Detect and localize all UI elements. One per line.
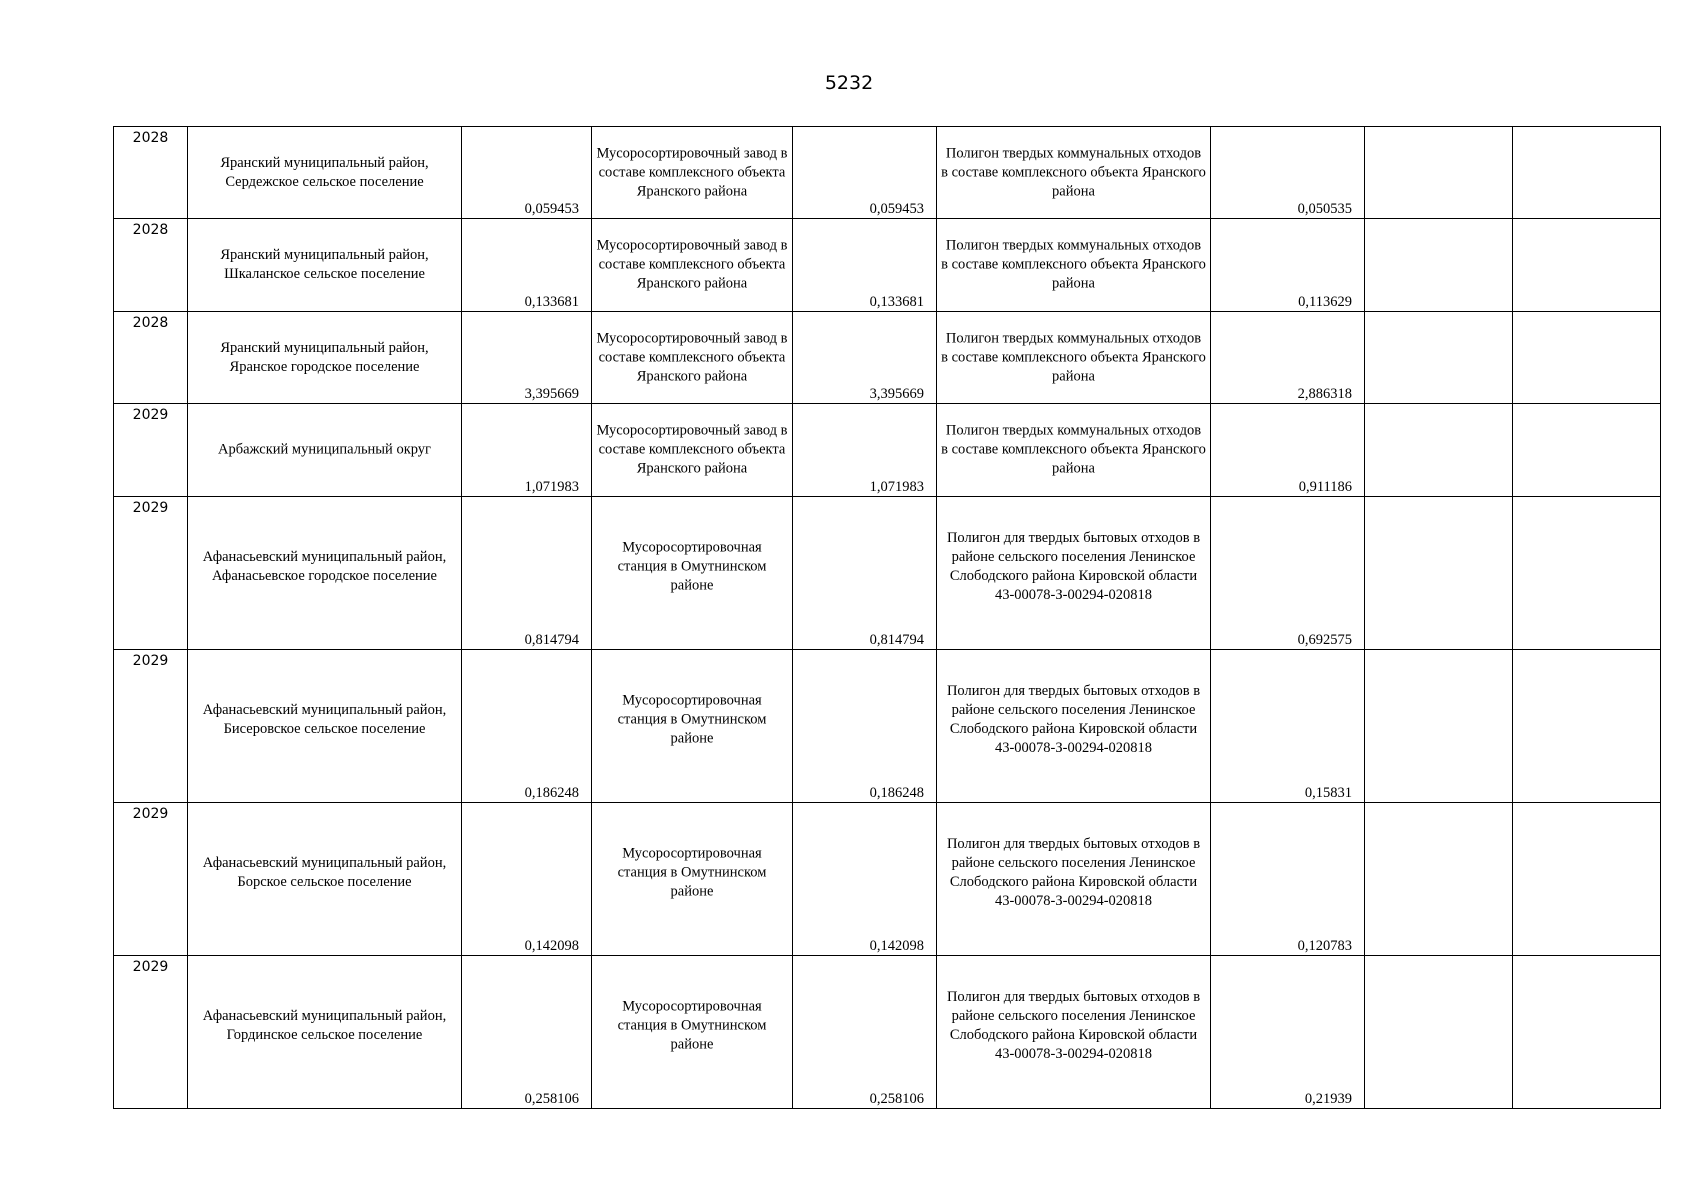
table-row	[114, 219, 1661, 312]
municipality: Яранский муниципальный район, Яранское городское поселение	[220, 339, 429, 375]
municipality: Афанасьевский муниципальный район, Афанасьевское городское поселение	[202, 548, 447, 584]
landfill-cell	[937, 312, 1211, 404]
volume-cell	[793, 650, 937, 803]
table-row	[114, 497, 1661, 650]
waste-volume: 0,059453	[524, 201, 579, 217]
sorted-volume: 3,395669	[869, 386, 924, 402]
landfill: Полигон твердых коммунальных отходов в составе комплексного объекта Яранского района	[941, 237, 1206, 292]
volume-cell	[793, 803, 937, 956]
landfill-cell	[937, 219, 1211, 312]
volume-cell	[462, 803, 592, 956]
year: 2029	[132, 806, 169, 822]
landfill-cell	[937, 956, 1211, 1109]
municipality: Афанасьевский муниципальный район, Бисеровское сельское поселение	[202, 701, 447, 737]
volume-cell	[1211, 497, 1365, 650]
volume-cell	[462, 497, 592, 650]
sorting-facility-cell	[592, 127, 793, 219]
municipality: Афанасьевский муниципальный район, Гординское сельское поселение	[202, 1007, 447, 1043]
waste-volume: 0,814794	[524, 632, 579, 648]
empty-cell	[1513, 127, 1661, 219]
sorted-volume: 0,186248	[869, 785, 924, 801]
year: 2029	[132, 500, 169, 516]
empty-cell	[1365, 127, 1513, 219]
volume-cell	[793, 127, 937, 219]
empty-cell	[1365, 404, 1513, 497]
municipality: Арбажский муниципальный округ	[218, 441, 431, 458]
volume-cell	[793, 404, 937, 497]
landfill-volume: 0,113629	[1298, 294, 1352, 310]
table-row	[114, 803, 1661, 956]
empty-cell	[1513, 650, 1661, 803]
empty-cell	[1365, 312, 1513, 404]
municipality: Яранский муниципальный район, Сердежское сельское поселение	[220, 154, 429, 190]
sorting-facility: Мусоросортировочная станция в Омутнинском районе	[617, 692, 767, 747]
empty-cell	[1365, 956, 1513, 1109]
volume-cell	[462, 312, 592, 404]
sorting-facility-cell	[592, 497, 793, 650]
municipality-cell	[188, 497, 462, 650]
landfill-volume: 0,21939	[1304, 1091, 1352, 1107]
landfill: Полигон для твердых бытовых отходов в районе сельского поселения Ленинское Слободского района Кировской области 43-00078-З-00294-020818	[946, 835, 1201, 909]
sorted-volume: 0,142098	[869, 938, 924, 954]
volume-cell	[1211, 650, 1365, 803]
landfill: Полигон твердых коммунальных отходов в составе комплексного объекта Яранского района	[941, 145, 1206, 199]
municipality-cell	[188, 956, 462, 1109]
waste-flow-table	[113, 126, 1661, 1109]
landfill: Полигон для твердых бытовых отходов в районе сельского поселения Ленинское Слободского района Кировской области 43-00078-З-00294-020818	[946, 529, 1201, 603]
landfill-cell	[937, 127, 1211, 219]
landfill: Полигон для твердых бытовых отходов в районе сельского поселения Ленинское Слободского района Кировской области 43-00078-З-00294-020818	[946, 988, 1201, 1062]
volume-cell	[1211, 127, 1365, 219]
sorted-volume: 0,059453	[869, 201, 924, 217]
landfill-volume: 2,886318	[1297, 386, 1352, 402]
volume-cell	[1211, 219, 1365, 312]
landfill-cell	[937, 803, 1211, 956]
landfill: Полигон твердых коммунальных отходов в составе комплексного объекта Яранского района	[941, 330, 1206, 384]
waste-volume: 1,071983	[524, 479, 579, 495]
sorting-facility-cell	[592, 219, 793, 312]
year-cell	[114, 219, 188, 312]
landfill-volume: 0,911186	[1298, 479, 1352, 495]
sorting-facility-cell	[592, 803, 793, 956]
empty-cell	[1365, 803, 1513, 956]
sorted-volume: 1,071983	[869, 479, 924, 495]
landfill-volume: 0,15831	[1304, 785, 1352, 801]
empty-cell	[1365, 650, 1513, 803]
sorting-facility-cell	[592, 650, 793, 803]
year-cell	[114, 956, 188, 1109]
landfill: Полигон для твердых бытовых отходов в районе сельского поселения Ленинское Слободского района Кировской области 43-00078-З-00294-020818	[946, 682, 1201, 756]
year: 2029	[132, 407, 169, 423]
year-cell	[114, 497, 188, 650]
year: 2028	[132, 130, 169, 146]
waste-volume: 3,395669	[524, 386, 579, 402]
municipality-cell	[188, 803, 462, 956]
volume-cell	[462, 404, 592, 497]
year: 2029	[132, 653, 169, 669]
year-cell	[114, 312, 188, 404]
municipality: Яранский муниципальный район, Шкаланское сельское поселение	[220, 247, 429, 282]
empty-cell	[1513, 404, 1661, 497]
landfill: Полигон твердых коммунальных отходов в составе комплексного объекта Яранского района	[941, 422, 1206, 477]
sorted-volume: 0,814794	[869, 632, 924, 648]
sorting-facility: Мусоросортировочный завод в составе комплексного объекта Яранского района	[596, 422, 788, 477]
volume-cell	[1211, 312, 1365, 404]
waste-volume: 0,142098	[524, 938, 579, 954]
year-cell	[114, 803, 188, 956]
volume-cell	[793, 312, 937, 404]
empty-cell	[1365, 219, 1513, 312]
waste-volume: 0,133681	[524, 294, 579, 310]
sorting-facility: Мусоросортировочный завод в составе комплексного объекта Яранского района	[596, 330, 788, 384]
empty-cell	[1513, 219, 1661, 312]
volume-cell	[793, 497, 937, 650]
table-row	[114, 312, 1661, 404]
sorting-facility: Мусоросортировочная станция в Омутнинском районе	[617, 539, 767, 594]
volume-cell	[1211, 404, 1365, 497]
municipality-cell	[188, 312, 462, 404]
year: 2029	[132, 959, 169, 975]
volume-cell	[462, 650, 592, 803]
year-cell	[114, 650, 188, 803]
empty-cell	[1513, 497, 1661, 650]
sorted-volume: 0,133681	[869, 294, 924, 310]
landfill-volume: 0,692575	[1297, 632, 1352, 648]
empty-cell	[1513, 312, 1661, 404]
table-row	[114, 404, 1661, 497]
waste-volume: 0,258106	[524, 1091, 579, 1107]
municipality-cell	[188, 219, 462, 312]
empty-cell	[1365, 497, 1513, 650]
municipality-cell	[188, 650, 462, 803]
empty-cell	[1513, 803, 1661, 956]
waste-volume: 0,186248	[524, 785, 579, 801]
volume-cell	[462, 127, 592, 219]
municipality: Афанасьевский муниципальный район, Борское сельское поселение	[202, 854, 447, 890]
year-cell	[114, 127, 188, 219]
sorting-facility: Мусоросортировочная станция в Омутнинском районе	[617, 998, 767, 1053]
page-number: 5232	[824, 72, 874, 94]
sorting-facility-cell	[592, 312, 793, 404]
volume-cell	[462, 219, 592, 312]
volume-cell	[793, 956, 937, 1109]
sorting-facility: Мусоросортировочный завод в составе комплексного объекта Яранского района	[596, 237, 788, 292]
year-cell	[114, 404, 188, 497]
table-row	[114, 127, 1661, 219]
year: 2028	[132, 222, 169, 238]
municipality-cell	[188, 404, 462, 497]
sorting-facility-cell	[592, 956, 793, 1109]
landfill-cell	[937, 404, 1211, 497]
table-row	[114, 956, 1661, 1109]
sorted-volume: 0,258106	[869, 1091, 924, 1107]
municipality-cell	[188, 127, 462, 219]
year: 2028	[132, 315, 169, 331]
volume-cell	[793, 219, 937, 312]
landfill-volume: 0,120783	[1297, 938, 1352, 954]
landfill-cell	[937, 497, 1211, 650]
landfill-volume: 0,050535	[1297, 201, 1352, 217]
volume-cell	[1211, 956, 1365, 1109]
sorting-facility: Мусоросортировочная станция в Омутнинском районе	[617, 845, 767, 900]
volume-cell	[1211, 803, 1365, 956]
table-row	[114, 650, 1661, 803]
empty-cell	[1513, 956, 1661, 1109]
volume-cell	[462, 956, 592, 1109]
sorting-facility-cell	[592, 404, 793, 497]
landfill-cell	[937, 650, 1211, 803]
sorting-facility: Мусоросортировочный завод в составе комплексного объекта Яранского района	[596, 145, 788, 199]
